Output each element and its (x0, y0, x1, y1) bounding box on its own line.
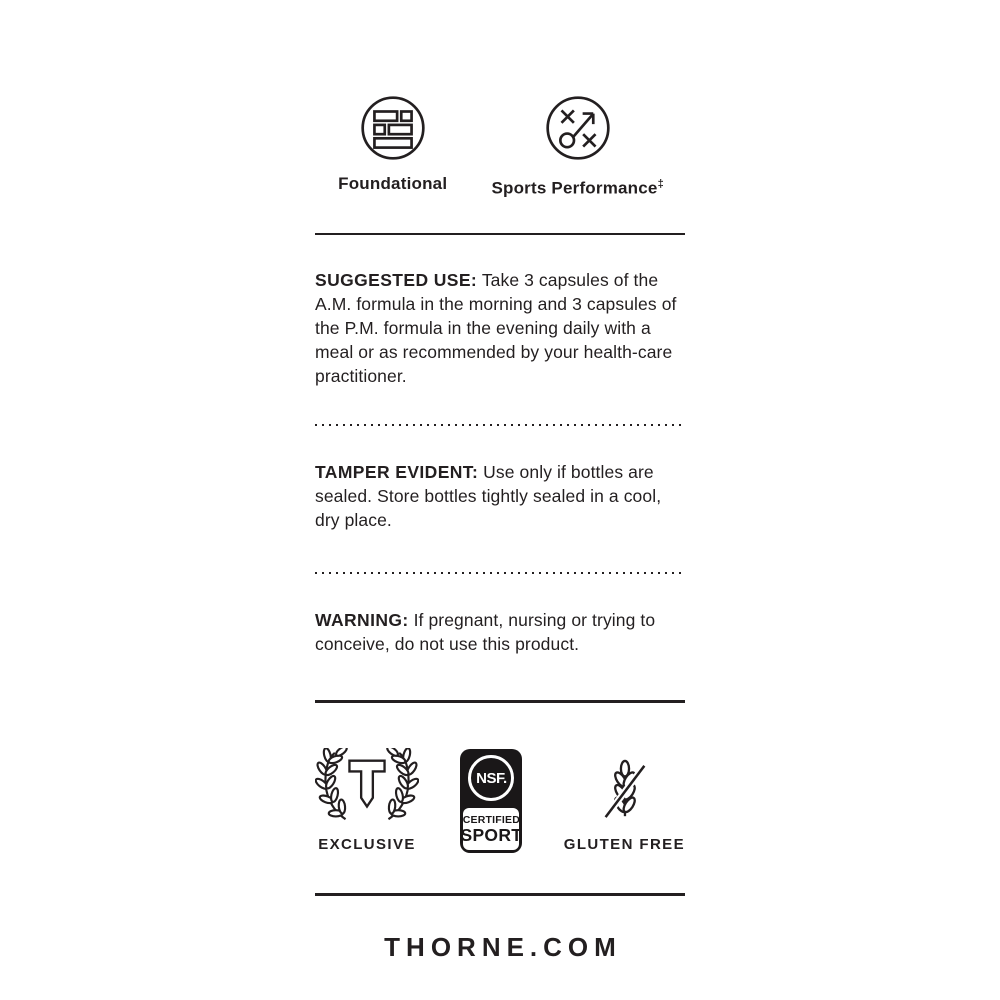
nsf-sport-text: SPORT (460, 824, 523, 845)
mid-rule (315, 700, 685, 703)
tamper-evident-label: TAMPER EVIDENT: (315, 462, 479, 483)
gluten-free-badge (564, 756, 685, 853)
bottom-rule (315, 893, 685, 896)
suggested-use-section (315, 268, 685, 388)
brand-website: THORNE.COM (384, 932, 622, 963)
suggested-use-text: Take 3 capsules of the A.M. formula in the morning and 3 capsules of the P.M. formula in the evening daily with a meal or as recommended by your health-care practitioner. (315, 270, 677, 387)
tamper-evident-text: Use only if bottles are sealed. Store bottles tightly sealed in a cool, dry place. (315, 462, 662, 531)
category-label-sports-performance (491, 174, 663, 199)
category-sports-performance (470, 95, 685, 199)
foundational-icon (360, 95, 426, 161)
warning-text: If pregnant, nursing or trying to conceive, do not use this product. (315, 610, 656, 655)
thorne-laurel-icon (315, 748, 419, 831)
nsf-logo-circle-icon: NSF. (468, 755, 514, 801)
category-row (315, 95, 685, 199)
double-dagger-superscript: ‡ (657, 178, 664, 190)
supplement-label-panel (315, 0, 685, 963)
category-foundational (315, 95, 470, 199)
category-label-text: Sports Performance (491, 178, 658, 198)
exclusive-caption: EXCLUSIVE (318, 836, 416, 854)
wheat-crossed-icon (593, 756, 655, 831)
sports-performance-icon (545, 95, 611, 161)
nsf-panel (460, 808, 523, 850)
top-rule (315, 233, 685, 236)
badge-row (315, 749, 685, 853)
suggested-use-label: SUGGESTED USE: (315, 270, 478, 291)
thorne-exclusive-badge (315, 748, 419, 853)
dotted-divider (315, 572, 685, 574)
warning-label: WARNING: (315, 610, 409, 631)
dotted-divider (315, 424, 685, 426)
category-label-foundational: Foundational (338, 174, 448, 193)
tamper-evident-section (315, 460, 685, 532)
nsf-certified-sport-badge (460, 749, 522, 853)
warning-section (315, 608, 685, 656)
nsf-certified-text: CERTIFIED (462, 813, 520, 826)
gluten-free-caption: GLUTEN FREE (563, 836, 685, 854)
